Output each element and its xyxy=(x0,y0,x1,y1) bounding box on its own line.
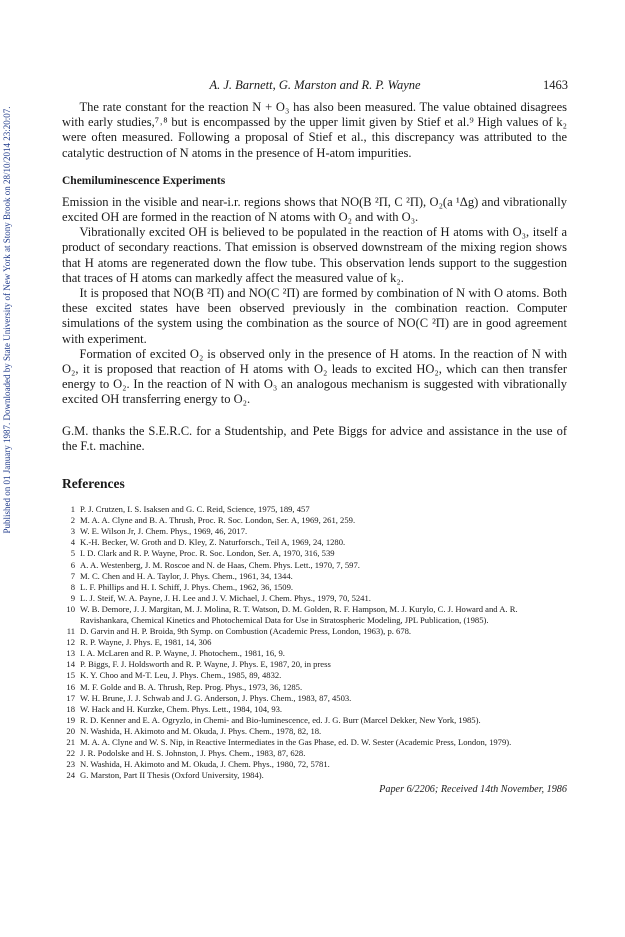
reference-item xyxy=(62,537,567,548)
reference-item xyxy=(62,704,567,715)
reference-text: D. Garvin and H. P. Broida, 9th Symp. on Combustion (Academic Press, London, 1963), p. 678. xyxy=(80,626,412,637)
reference-item xyxy=(62,515,567,526)
page-number: 1463 xyxy=(543,78,568,92)
reference-text: M. C. Chen and H. A. Taylor, J. Phys. Chem., 1961, 34, 1344. xyxy=(80,570,293,581)
reference-number: 20 xyxy=(66,725,75,736)
reference-item xyxy=(62,748,567,759)
reference-number: 16 xyxy=(66,681,75,692)
reference-number: 2 xyxy=(70,515,75,526)
reference-number: 7 xyxy=(70,570,75,581)
reference-number: 4 xyxy=(70,537,75,548)
reference-number: 3 xyxy=(70,526,75,537)
reference-text: N. Washida, H. Akimoto and M. Okuda, J. Phys. Chem., 1978, 82, 18. xyxy=(80,725,322,736)
reference-text: M. F. Golde and B. A. Thrush, Rep. Prog. Phys., 1973, 36, 1285. xyxy=(80,681,303,692)
reference-item xyxy=(62,560,567,571)
reference-text: N. Washida, H. Akimoto and M. Okuda, J. Chem. Phys., 1980, 72, 5781. xyxy=(80,759,330,770)
reference-number: 8 xyxy=(70,581,75,592)
download-stamp-text: Published on 01 January 1987. Downloaded by State University of New York at Stony Brook on 28/10/2014 23:20:07. xyxy=(2,106,12,534)
reference-item xyxy=(62,759,567,770)
reference-number: 23 xyxy=(66,759,75,770)
reference-number: 13 xyxy=(66,648,75,659)
reference-text: R. P. Wayne, J. Phys. E, 1981, 14, 306 xyxy=(80,637,212,648)
reference-item xyxy=(62,504,567,515)
reference-text: P. J. Crutzen, I. S. Isaksen and G. C. Reid, Science, 1975, 189, 457 xyxy=(80,504,310,515)
reference-item xyxy=(62,626,567,637)
reference-item xyxy=(62,770,567,781)
reference-text: K. Y. Choo and M-T. Leu, J. Phys. Chem., 1985, 89, 4832. xyxy=(80,670,282,681)
running-header xyxy=(60,78,570,94)
reference-item xyxy=(62,548,567,559)
acknowledgement: G.M. thanks the S.E.R.C. for a Studentship, and Pete Biggs for advice and assistance in the use of the F.t. machine. xyxy=(62,423,567,453)
section-paragraph-3: It is proposed that NO(B ²Π) and NO(C ²Π) are formed by combination of N with O atoms. Both these excited states have been observed previously in the combination reaction. Computer simulations of the system using the combination as the source of NO(C ²Π) are in good agreement with experiment. xyxy=(62,286,567,346)
reference-item xyxy=(62,593,567,604)
reference-text: R. D. Kenner and E. A. Ogryzlo, in Chemi- and Bio-luminescence, ed. J. G. Burr (Marcel Dekker, New York, 1985). xyxy=(80,714,481,725)
reference-item xyxy=(62,637,567,648)
reference-text: A. A. Westenberg, J. M. Roscoe and N. de Haas, Chem. Phys. Lett., 1970, 7, 597. xyxy=(80,559,360,570)
section-heading: Chemiluminescence Experiments xyxy=(62,174,226,187)
reference-text: I. D. Clark and R. P. Wayne, Proc. R. Soc. London, Ser. A, 1970, 316, 539 xyxy=(80,548,335,559)
reference-item xyxy=(62,571,567,582)
reference-text: L. J. Steif, W. A. Payne, J. H. Lee and J. V. Michael, J. Chem. Phys., 1979, 70, 5241. xyxy=(80,592,371,603)
reference-item xyxy=(62,682,567,693)
reference-text: W. Hack and H. Kurzke, Chem. Phys. Lett., 1984, 104, 93. xyxy=(80,703,283,714)
reference-text: W. E. Wilson Jr, J. Chem. Phys., 1969, 46, 2017. xyxy=(80,526,248,537)
reference-item xyxy=(62,670,567,681)
reference-number: 12 xyxy=(66,637,75,648)
reference-number: 6 xyxy=(70,559,75,570)
reference-number: 10 xyxy=(66,603,75,614)
reference-number: 5 xyxy=(70,548,75,559)
reference-number: 11 xyxy=(66,626,75,637)
reference-text: M. A. A. Clyne and B. A. Thrush, Proc. R. Soc. London, Ser. A, 1969, 261, 259. xyxy=(80,515,356,526)
reference-number: 22 xyxy=(66,748,75,759)
section-paragraph-1: Emission in the visible and near-i.r. regions shows that NO(B ²Π, C ²Π), O₂(a ¹Δg) and vibrationally excited OH are formed in the reaction of N atoms with O₂ and with O₃. xyxy=(62,194,567,225)
reference-number: 14 xyxy=(66,659,75,670)
reference-number: 21 xyxy=(66,737,75,748)
reference-text: J. R. Podolske and H. S. Johnston, J. Phys. Chem., 1983, 87, 628. xyxy=(80,748,306,759)
section-paragraph-4: Formation of excited O₂ is observed only in the presence of H atoms. In the reaction of N with O₂, it is proposed that reaction of H atoms with O₂ leads to excited HO₂, which can then transfer energy to O₂. In the reaction of N with O₃ an analogous mechanism is suggested with vibrationally excited OH transferring energy to O₂. xyxy=(62,346,567,407)
reference-text: W. H. Brune, J. J. Schwab and J. G. Anderson, J. Phys. Chem., 1983, 87, 4503. xyxy=(80,692,352,703)
paragraph-rate-constant: The rate constant for the reaction N + O₃ has also been measured. The value obtained disagrees with early studies,⁷˒⁸ but is encompassed by the upper limit given by Stief et al.⁹ High values of k₂ were often measured. Following a proposal of Stief et al., this discrepancy was attributed to the catalytic destruction of N atoms in the presence of H-atom impurities. xyxy=(62,100,567,160)
reference-text: I. A. McLaren and R. P. Wayne, J. Photochem., 1981, 16, 9. xyxy=(80,648,285,659)
reference-item xyxy=(62,659,567,670)
article-body xyxy=(62,100,567,795)
section-paragraph-2: Vibrationally excited OH is believed to be populated in the reaction of H atoms with O₃, itself a product of secondary reactions. That emission is observed downstream of the mixing region shows that H atoms are regenerated down the flow tube. This observation lends support to the suggestion that traces of H atoms can markedly affect the measured value of k₂. xyxy=(62,225,567,285)
download-stamp xyxy=(0,40,14,600)
reference-item xyxy=(62,604,567,626)
reference-item xyxy=(62,526,567,537)
reference-number: 9 xyxy=(70,592,75,603)
reference-item xyxy=(62,693,567,704)
reference-item xyxy=(62,648,567,659)
reference-number: 19 xyxy=(66,714,75,725)
reference-number: 18 xyxy=(66,703,75,714)
reference-text: W. B. Demore, J. J. Margitan, M. J. Molina, R. T. Watson, D. M. Golden, R. F. Hampson, M. J. Kurylo, C. J. Howard and A. R. Ravishankara, Chemical Kinetics and Photochemical Data for Use in Stratospheric Modeling, JPL Publication, (1985). xyxy=(80,603,518,625)
reference-text: G. Marston, Part II Thesis (Oxford University, 1984). xyxy=(80,770,264,781)
reference-number: 1 xyxy=(70,504,75,515)
reference-text: M. A. A. Clyne and W. S. Nip, in Reactive Intermediates in the Gas Phase, ed. D. W. Sester (Academic Press, London, 1979). xyxy=(80,737,512,748)
reference-item xyxy=(62,737,567,748)
reference-number: 17 xyxy=(66,692,75,703)
reference-list xyxy=(62,504,567,781)
references-heading: References xyxy=(62,476,125,492)
reference-item xyxy=(62,726,567,737)
reference-item xyxy=(62,715,567,726)
reference-number: 15 xyxy=(66,670,75,681)
reference-text: P. Biggs, F. J. Holdsworth and R. P. Wayne, J. Phys. E, 1987, 20, in press xyxy=(80,659,331,670)
received-note: Paper 6/2206; Received 14th November, 1986 xyxy=(379,784,567,796)
running-header-authors: A. J. Barnett, G. Marston and R. P. Wayne xyxy=(209,78,421,92)
reference-number: 24 xyxy=(66,770,75,781)
reference-text: L. F. Phillips and H. I. Schiff, J. Phys. Chem., 1962, 36, 1509. xyxy=(80,581,294,592)
reference-text: K.-H. Becker, W. Groth and D. Kley, Z. Naturforsch., Teil A, 1969, 24, 1280. xyxy=(80,537,346,548)
reference-item xyxy=(62,582,567,593)
